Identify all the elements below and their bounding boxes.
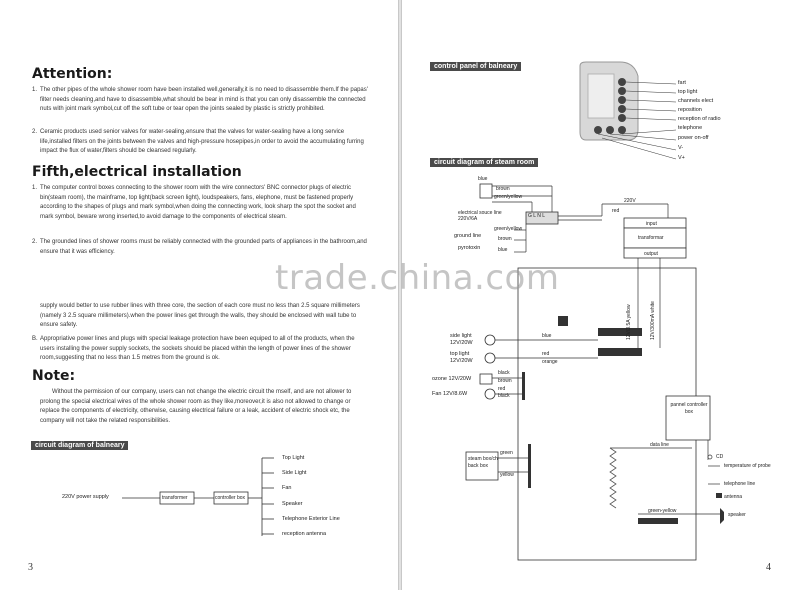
steam-room-circuit-diagram [402, 168, 800, 568]
data-line-label: data line [650, 442, 669, 448]
connector-strip [522, 372, 525, 400]
fifth-item-b [32, 335, 368, 364]
coil-line [610, 448, 616, 508]
output-telephone: Telephone Exterior Line [282, 516, 340, 522]
panel-button [618, 114, 626, 122]
wire-brown-mid: brown [498, 236, 512, 242]
plug-box [480, 184, 492, 198]
item-text: The other pipes of the whole shower room have been installed well,generally,it is no need to disassemble them.If the papas' filter needs cleaning,and have to disassemble,what should be bear in mind is that you can only disassemble the connected nuts with joint mark symbol,cut off the soft tube or tear open the joints sealed by plastic is strictly prohibited. [40, 87, 368, 112]
fan-icon [485, 389, 495, 399]
panel-display [588, 74, 614, 118]
attention-item-1 [32, 86, 368, 115]
green-yellow-low-label: green-yellow [648, 508, 677, 514]
supply-label: 220V power supply [62, 494, 109, 500]
panel-label-radio: reception of radio [678, 116, 721, 122]
output-fan: Fan [282, 485, 292, 491]
wire-blue-top: blue [478, 176, 488, 182]
circuit-diagram-tag: circuit diagram of balneary [31, 441, 128, 450]
wire-black2: black [498, 393, 510, 399]
controller-label: controller box [215, 495, 246, 501]
terminal-label: G L N L [528, 213, 546, 219]
wire-red2: red [498, 386, 506, 392]
wire-brown2: brown [498, 378, 512, 384]
wire-greenyellow-mid: green/yellow [494, 226, 523, 232]
wire-12v-a: 12V/3.5A yellow [626, 304, 632, 340]
wire-black1: black [498, 370, 510, 376]
wire-red-top: red [612, 208, 620, 214]
side-light-bulb [485, 335, 495, 345]
panel-button [606, 126, 614, 134]
fan-label: Fan 12V/8.6W [432, 391, 468, 397]
attention-item-2 [32, 128, 368, 157]
panel-label-telephone: telephone [678, 125, 703, 131]
item-text: Appropriative power lines and plugs with special leakage protection have been equiped to all of the products, when the users installing the power supply sockets, the sockets should be placed within the length of power lines of the shower room,suggesting that no less than 1.5 metres from the ground is ok. [40, 336, 355, 361]
fifth-item-1 [32, 184, 368, 222]
ozone-label: ozone 12V/20W [432, 376, 472, 382]
wire-220v: 220V [624, 198, 636, 204]
connector-strip [598, 348, 642, 356]
panel-button [594, 126, 602, 134]
source-label: electrical souce line 220V/6A [458, 210, 502, 222]
wire-green: green [500, 450, 513, 456]
item-number: B. [32, 336, 38, 342]
item-text: The grounded lines of shower rooms must be reliably connected with the grounded parts of appliances in the bathroom,and ensure that it was efficiency. [40, 239, 367, 255]
attention-title: Attention: [32, 66, 113, 82]
item-text: Ceramic products used senior valves for water-sealing,ensure that the valves for water-sealing have a long service life,installed filters on the joints between the valves and high-pressure hosepipes,in order to avoid the accumulating furring impact the flux of water,filters should be cleansed regularly. [40, 129, 364, 154]
panel-label-top-light: top light [678, 89, 698, 95]
transformer-label: transformar [638, 235, 664, 241]
panel-box-label: pannel controller box [670, 402, 708, 415]
antenna-port [716, 493, 722, 498]
fifth-item-2 [32, 238, 368, 257]
panel-button [618, 96, 626, 104]
steam-box-label: steam box/ch back box [468, 456, 498, 469]
connector-small [558, 316, 568, 326]
wire-blue-small: blue [542, 333, 552, 339]
output-top-light: Top Light [282, 455, 305, 461]
fifth-continuation: supply would better to use rubber lines with three core, the section of each core must no less than 2.5 square millimeters (namely 3 2.5 square millimeters).when the power lines get through the walls, they should be enclosed with wall tube to ensure safety. [40, 303, 360, 328]
steam-room-tag: circuit diagram of steam room [430, 158, 538, 167]
ozone-box [480, 374, 492, 384]
control-panel-illustration [572, 58, 682, 168]
antenna-label: antenna [724, 494, 743, 500]
item-number: 1. [32, 185, 38, 191]
wire-brown-top: brown [496, 186, 510, 192]
wire-greenyellow-top: green/yellow [494, 194, 523, 200]
note-title: Note: [32, 368, 76, 384]
ground-line-label: ground line [454, 233, 482, 239]
panel-button [618, 87, 626, 95]
side-light-label: side light 12V/20W [450, 333, 473, 346]
wire-12v-b: 12V/300mA white [650, 301, 656, 340]
panel-button [618, 126, 626, 134]
wire-blue-mid: blue [498, 247, 508, 253]
connector-strip [638, 518, 678, 524]
input-label: input [646, 221, 657, 227]
output-side-light: Side Light [282, 470, 307, 476]
item-number: 2. [32, 129, 38, 135]
page-number-left: 3 [28, 562, 33, 573]
panel-label-power: power on-off [678, 135, 709, 141]
top-light-bulb [485, 353, 495, 363]
panel-label-v-minus: V- [678, 145, 684, 151]
watermark: trade.china.com [275, 258, 560, 298]
panel-label-reposition: reposition [678, 107, 702, 113]
cd-port [708, 455, 712, 459]
output-label: output [644, 251, 658, 257]
item-number: 2. [32, 239, 38, 245]
item-text: The computer control boxes connecting to the shower room with the wire connectors' BNC connector plugs of electric bin(steam room), the mainframe, top light(back screen light), loudspeakers, fans, elephone, must be fastened properly according to the shapes of plugs and mark symbol,when doing the connecting work, look sharp the spot the socket and mark symbol, beware wrong inserted,to avoid damage to the components of electrical steam. [40, 185, 356, 220]
note-text: Without the permission of our company, users can not change the electric circuit the mself, and are not allower to prolong the special electrical wires of the whole shower room as they like,moreover,it is also not allowed to change or replace the components of electricity, otherwise, causing electrical failure or a leak, accident of electric shock etc, the company will not take the related responsibilities. [40, 389, 352, 424]
temp-probe-label: temperature of probe [724, 463, 771, 469]
wire-yellow: yellow [500, 472, 514, 478]
page-number-right: 4 [766, 562, 771, 573]
fifth-title: Fifth,electrical installation [32, 164, 242, 180]
top-light-label: top light 12V/20W [450, 351, 473, 364]
balneary-circuit-diagram [0, 450, 398, 550]
control-panel-tag: control panel of balneary [430, 62, 521, 71]
transformer-label: transformer [162, 495, 188, 501]
cd-label: CD [716, 454, 724, 460]
panel-label-channels: channels elect [678, 98, 714, 104]
wire-red-small: red [542, 351, 550, 357]
output-antenna: reception antenna [282, 531, 327, 537]
item-number: 1. [32, 87, 38, 93]
connector-strip [528, 444, 531, 488]
connector-strip [598, 328, 642, 336]
output-speaker: Speaker [282, 501, 303, 507]
panel-label-v-plus: V+ [678, 155, 685, 161]
wire-orange: orange [542, 359, 558, 365]
panel-button [618, 105, 626, 113]
speaker-icon [720, 508, 724, 524]
speaker-label: speaker [728, 512, 746, 518]
panel-label-fart: fart [678, 80, 686, 86]
panel-button [618, 78, 626, 86]
pyrotoxin-label: pyrotoxin [458, 245, 481, 251]
leader-line [602, 138, 676, 159]
telephone-line-label: telephone line [724, 481, 756, 487]
